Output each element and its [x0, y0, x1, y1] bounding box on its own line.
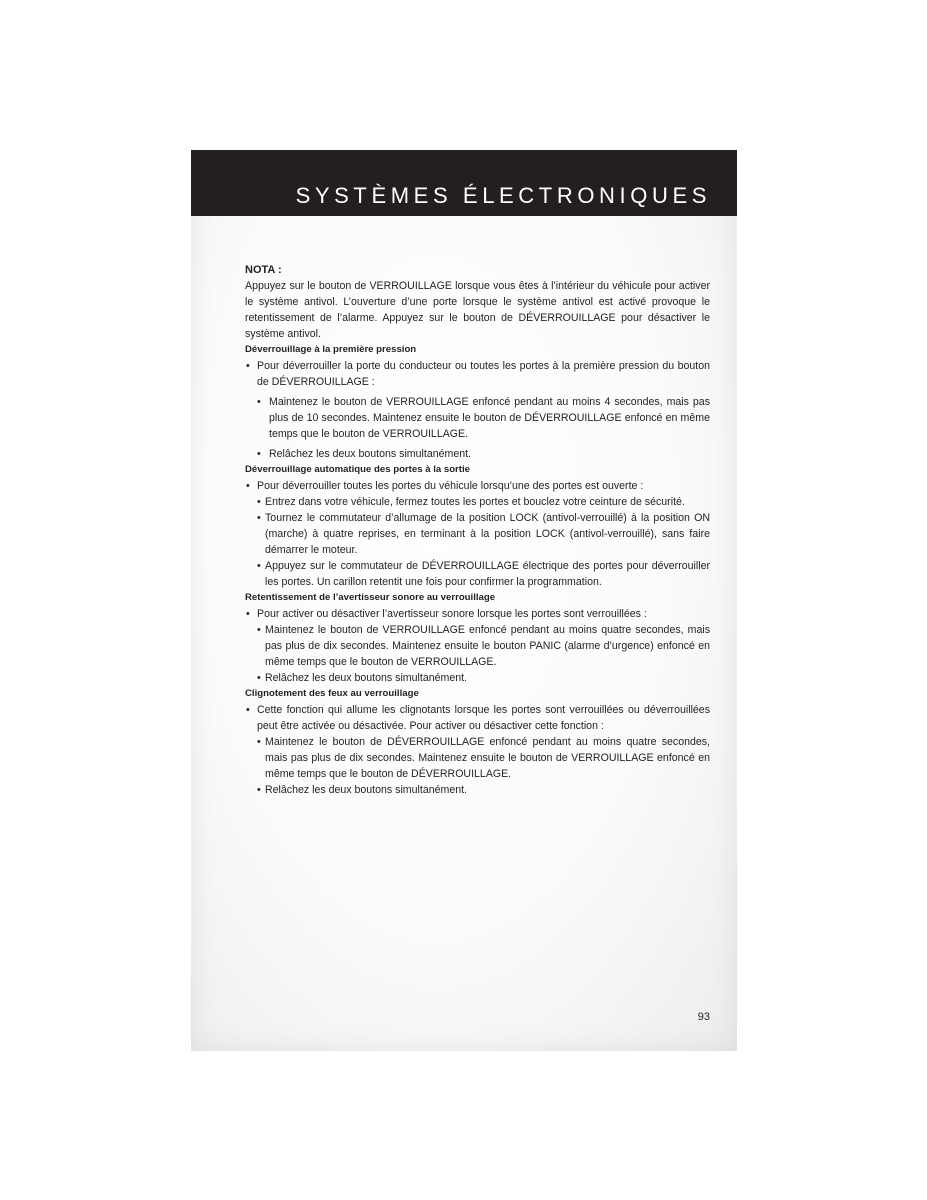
sub-list-item: [245, 494, 710, 510]
list-item-text: Pour déverrouiller toutes les portes du véhicule lorsqu’une des portes est ouverte :: [257, 480, 644, 492]
list-item: [245, 702, 710, 734]
page-title: SYSTÈMES ÉLECTRONIQUES: [295, 183, 711, 208]
page-content: [245, 262, 710, 798]
list-item-text: Cette fonction qui allume les clignotants lorsque les portes sont verrouillées ou déverrouillées peut être activée ou désactivée. Pour activer ou désactiver cette fonction :: [257, 704, 710, 732]
sub-list-item-text: Maintenez le bouton de VERROUILLAGE enfoncé pendant au moins 4 secondes, mais pas plus de 10 secondes. Maintenez ensuite le bouton de DÉVERROUILLAGE enfoncé en même temps que le bouton de VERROUILLAGE.: [269, 396, 710, 440]
manual-page: [191, 150, 737, 1051]
page-number: 93: [697, 1011, 710, 1023]
sub-list-item-text: Entrez dans votre véhicule, fermez toutes les portes et bouclez votre ceinture de sécurité.: [265, 496, 685, 508]
section-title: Déverrouillage automatique des portes à la sortie: [245, 464, 470, 475]
sub-list-item-text: Appuyez sur le commutateur de DÉVERROUILLAGE électrique des portes pour déverrouiller les portes. Un carillon retentit une fois pour confirmer la programmation.: [265, 560, 710, 588]
bullet-icon: •: [257, 448, 261, 460]
section-title: Clignotement des feux au verrouillage: [245, 688, 419, 699]
section-title: Retentissement de l’avertisseur sonore au verrouillage: [245, 592, 496, 603]
bullet-icon: •: [257, 396, 261, 408]
bullet-icon: •: [246, 360, 250, 372]
sub-list-item: [245, 622, 710, 670]
sub-list-item: [245, 782, 710, 798]
bullet-icon: •: [257, 624, 261, 636]
section-horn-on-lock: [245, 590, 710, 686]
section-auto-unlock-on-exit: [245, 462, 710, 590]
sub-list-item: [245, 510, 710, 558]
sub-list-item-text: Relâchez les deux boutons simultanément.: [265, 784, 467, 796]
section-title: Déverrouillage à la première pression: [245, 344, 417, 355]
bullet-icon: •: [246, 704, 250, 716]
sub-list-item-text: Maintenez le bouton de DÉVERROUILLAGE enfoncé pendant au moins quatre secondes, mais pas plus de dix secondes. Maintenez ensuite le bouton de VERROUILLAGE enfoncé en même temps que le bouton de DÉVERROUILLAGE.: [265, 736, 710, 780]
list-item-text: Pour déverrouiller la porte du conducteur ou toutes les portes à la première pression du bouton de DÉVERROUILLAGE :: [257, 360, 710, 388]
list-item: [245, 606, 710, 622]
bullet-icon: •: [257, 560, 261, 572]
sub-list-item-text: Maintenez le bouton de VERROUILLAGE enfoncé pendant au moins quatre secondes, mais pas plus de dix secondes. Maintenez ensuite le bouton PANIC (alarme d’urgence) enfoncé en même temps que le bouton de VERROUILLAGE.: [265, 624, 710, 668]
sub-list-item-text: Tournez le commutateur d’allumage de la position LOCK (antivol-verrouillé) à la position ON (marche) à quatre reprises, en terminant à la position LOCK (antivol-verrouillé), sans faire démarrer le moteur.: [265, 512, 710, 556]
bullet-icon: •: [246, 608, 250, 620]
bullet-icon: •: [257, 784, 261, 796]
header-band: [191, 150, 737, 216]
sub-list-item-text: Relâchez les deux boutons simultanément.: [265, 672, 467, 684]
list-item: [245, 358, 710, 390]
nota-label: NOTA :: [245, 264, 282, 276]
list-item-text: Pour activer ou désactiver l’avertisseur sonore lorsque les portes sont verrouillées :: [257, 608, 647, 620]
section-lights-flash-on-lock: [245, 686, 710, 798]
sub-list-item: [245, 734, 710, 782]
bullet-icon: •: [257, 736, 261, 748]
list-item: [245, 478, 710, 494]
sub-list-item: [245, 394, 710, 442]
bullet-icon: •: [257, 672, 261, 684]
sub-list-item: [245, 446, 710, 462]
section-first-press-unlock: [245, 342, 710, 462]
bullet-icon: •: [257, 512, 261, 524]
sub-list-item: [245, 558, 710, 590]
sub-list-item: [245, 670, 710, 686]
sub-list-item-text: Relâchez les deux boutons simultanément.: [269, 448, 471, 460]
nota-text: Appuyez sur le bouton de VERROUILLAGE lorsque vous êtes à l’intérieur du véhicule pour activer le système antivol. L’ouverture d’une porte lorsque le système antivol est activé provoque le retentissement de l’alarme. Appuyez sur le bouton de DÉVERROUILLAGE pour désactiver le système antivol.: [245, 280, 710, 340]
bullet-icon: •: [246, 480, 250, 492]
bullet-icon: •: [257, 496, 261, 508]
